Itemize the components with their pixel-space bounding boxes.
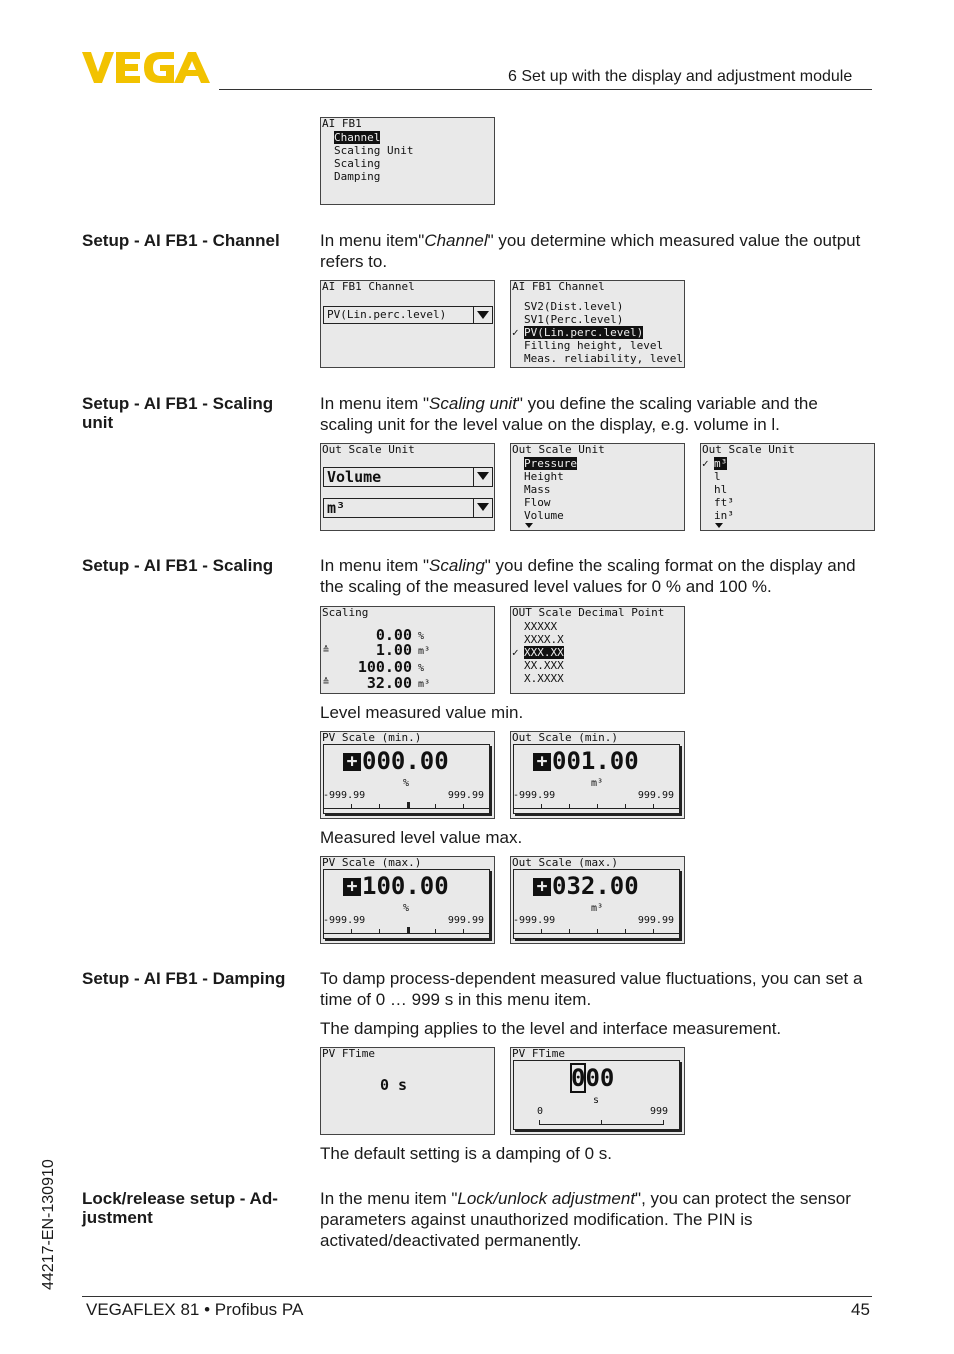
chevron-down-icon [473, 499, 492, 517]
para-damping-2: The damping applies to the level and interface measurement. [320, 1019, 782, 1038]
lcd-list-item: Mass [524, 483, 551, 496]
lcd-range-min: -999.99 [323, 790, 366, 801]
check-icon: ✓ [512, 646, 519, 659]
lcd-list-item-selected: XXX.XX [524, 646, 564, 659]
lcd-decimal-point-list [510, 606, 685, 694]
plus-icon: + [533, 753, 551, 771]
lcd-out-scale-min [510, 731, 685, 819]
para-scaling-unit: In menu item "Scaling unit" you define the scaling variable and the scaling unit for the level value on the display, e.g. volume in l. [320, 394, 818, 434]
scaling-unit: m³ [418, 646, 431, 657]
lcd-title: PV FTime [512, 1047, 565, 1060]
para-damping-1: To damp process-dependent measured value fluctuations, you can set a time of 0 … 999 s in this menu item. [320, 969, 863, 1009]
scroll-down-icon [715, 523, 723, 528]
chevron-down-icon [473, 468, 492, 486]
scaling-unit: % [418, 663, 425, 674]
lcd-out-scale-max [510, 856, 685, 944]
lcd-title: Out Scale (min.) [512, 731, 618, 744]
document-id: 44217-EN-130910 [40, 1159, 57, 1290]
lcd-menu-item-selected: Channel [334, 131, 381, 144]
lcd-unit: m³ [591, 778, 604, 789]
lcd-range-max: 999 [649, 1106, 668, 1117]
lcd-ftime-edit [510, 1047, 685, 1135]
lcd-list-item: SV2(Dist.level) [524, 300, 624, 313]
lcd-title: Out Scale Unit [512, 443, 605, 456]
vega-logo [82, 52, 212, 84]
lcd-edit-value: + 000.00 [343, 748, 449, 774]
lcd-channel-list [510, 280, 685, 368]
lcd-title: Out Scale Unit [702, 443, 795, 456]
lcd-list-item: XXXX.X [524, 633, 564, 646]
para-scaling: In menu item "Scaling" you define the scaling format on the display and the scaling of the measured level values for 0 % and 100 %. [320, 556, 856, 596]
lcd-scale-bar [513, 802, 680, 809]
heading-channel: Setup - AI FB1 - Channel [82, 231, 280, 250]
lcd-list-item: Meas. reliability, level [524, 352, 683, 365]
lcd-range-min: 0 [537, 1106, 544, 1117]
lcd-edit-value: + 032.00 [533, 873, 639, 899]
lcd-list-item-selected: m³ [714, 457, 728, 470]
lcd-unit-variable-list [510, 443, 685, 531]
scaling-value: 0.00 [375, 626, 412, 644]
lcd-range-min: -999.99 [323, 915, 366, 926]
lcd-range-max: 999.99 [447, 915, 484, 926]
correspondence-icon: ≙ [323, 645, 330, 656]
lcd-list-item-selected: Pressure [524, 457, 577, 470]
lcd-channel-combo [320, 280, 495, 368]
lcd-unit: % [403, 778, 410, 789]
lcd-edit-value: + 001.00 [533, 748, 639, 774]
lcd-list-item-selected: PV(Lin.perc.level) [524, 326, 644, 339]
lcd-list-item: Volume [524, 509, 564, 522]
lcd-edit-value: 000 [571, 1064, 615, 1092]
lcd-range-max: 999.99 [447, 790, 484, 801]
scaling-unit: % [418, 631, 425, 642]
lcd-range-min: -999.99 [513, 915, 556, 926]
scroll-down-icon [525, 523, 533, 528]
para-lock: In the menu item "Lock/unlock adjustment", you can protect the sensor parameters against unauthorized modification. The PIN is activated/deactivated permanently. [320, 1189, 851, 1250]
footer-rule [82, 1296, 872, 1297]
lcd-scale-bar [323, 802, 490, 809]
header-section-title: 6 Set up with the display and adjustment module [508, 68, 853, 85]
lcd-list-item: ft³ [714, 496, 734, 509]
lcd-pv-scale-min [320, 731, 495, 819]
lcd-list-item: X.XXXX [524, 672, 564, 685]
lcd-list-item: Flow [524, 496, 551, 509]
heading-scaling: Setup - AI FB1 - Scaling [82, 556, 274, 575]
lcd-title: Scaling [322, 606, 369, 619]
label-max: Measured level value max. [320, 828, 523, 847]
lcd-menu-item: Scaling [334, 157, 381, 170]
lcd-title: PV Scale (max.) [322, 856, 422, 869]
lcd-list-item: Filling height, level [524, 339, 664, 352]
plus-icon: + [343, 878, 361, 896]
para-damping-3: The default setting is a damping of 0 s. [320, 1144, 613, 1163]
lcd-combo-value: Volume [327, 468, 382, 486]
heading-lock: Lock/release setup - Ad-justment [82, 1189, 278, 1227]
lcd-cursor-digit: 0 [571, 1064, 586, 1092]
scaling-value: 100.00 [357, 658, 412, 676]
lcd-range-max: 999.99 [637, 790, 674, 801]
lcd-ftime-display [320, 1047, 495, 1135]
header-rule [219, 89, 872, 90]
lcd-range-min: -999.99 [513, 790, 556, 801]
lcd-title: Out Scale (max.) [512, 856, 618, 869]
lcd-title: AI FB1 [322, 117, 362, 130]
lcd-value: 0 s [380, 1076, 408, 1094]
page-number: 45 [851, 1300, 870, 1319]
lcd-title: AI FB1 Channel [322, 280, 415, 293]
lcd-combo-value: PV(Lin.perc.level) [327, 308, 447, 321]
lcd-list-item: XXXXX [524, 620, 558, 633]
lcd-list-item: hl [714, 483, 728, 496]
lcd-unit-list [700, 443, 875, 531]
lcd-scale-bar [323, 927, 490, 934]
lcd-unit-combos [320, 443, 495, 531]
lcd-unit: % [403, 903, 410, 914]
lcd-title: OUT Scale Decimal Point [512, 606, 665, 619]
lcd-combo-box [323, 498, 493, 518]
lcd-title: AI FB1 Channel [512, 280, 605, 293]
lcd-title: PV Scale (min.) [322, 731, 422, 744]
chevron-down-icon [473, 307, 492, 323]
plus-icon: + [343, 753, 361, 771]
lcd-list-item: Height [524, 470, 564, 483]
footer-product: VEGAFLEX 81 • Profibus PA [86, 1300, 304, 1319]
lcd-scale-bar [539, 1118, 664, 1125]
lcd-pv-scale-max [320, 856, 495, 944]
scaling-unit: m³ [418, 679, 431, 690]
lcd-list-item: XX.XXX [524, 659, 564, 672]
scaling-value: 1.00 [375, 641, 412, 659]
label-min: Level measured value min. [320, 703, 524, 722]
lcd-menu-item: Damping [334, 170, 381, 183]
plus-icon: + [533, 878, 551, 896]
correspondence-icon: ≙ [323, 677, 330, 688]
lcd-combo-value: m³ [327, 499, 346, 517]
heading-damping: Setup - AI FB1 - Damping [82, 969, 286, 988]
lcd-range-max: 999.99 [637, 915, 674, 926]
para-channel: In menu item"Channel" you determine which measured value the output refers to. [320, 231, 861, 271]
lcd-scaling-values [320, 606, 495, 694]
lcd-list-item: in³ [714, 509, 734, 522]
lcd-menu-item: Scaling Unit [334, 144, 414, 157]
scaling-value: 32.00 [366, 674, 412, 692]
lcd-combo-box [323, 467, 493, 487]
lcd-unit: m³ [591, 903, 604, 914]
check-icon: ✓ [702, 457, 709, 470]
lcd-edit-value: + 100.00 [343, 873, 449, 899]
lcd-unit: s [593, 1095, 600, 1106]
lcd-combo-box [323, 306, 493, 324]
lcd-list-item: SV1(Perc.level) [524, 313, 624, 326]
lcd-title: Out Scale Unit [322, 443, 415, 456]
lcd-title: PV FTime [322, 1047, 375, 1060]
lcd-aifb1-menu [320, 117, 495, 205]
check-icon: ✓ [512, 326, 519, 339]
lcd-scale-bar [513, 927, 680, 934]
heading-scaling-unit: Setup - AI FB1 - Scaling unit [82, 394, 274, 432]
lcd-list-item: l [714, 470, 721, 483]
